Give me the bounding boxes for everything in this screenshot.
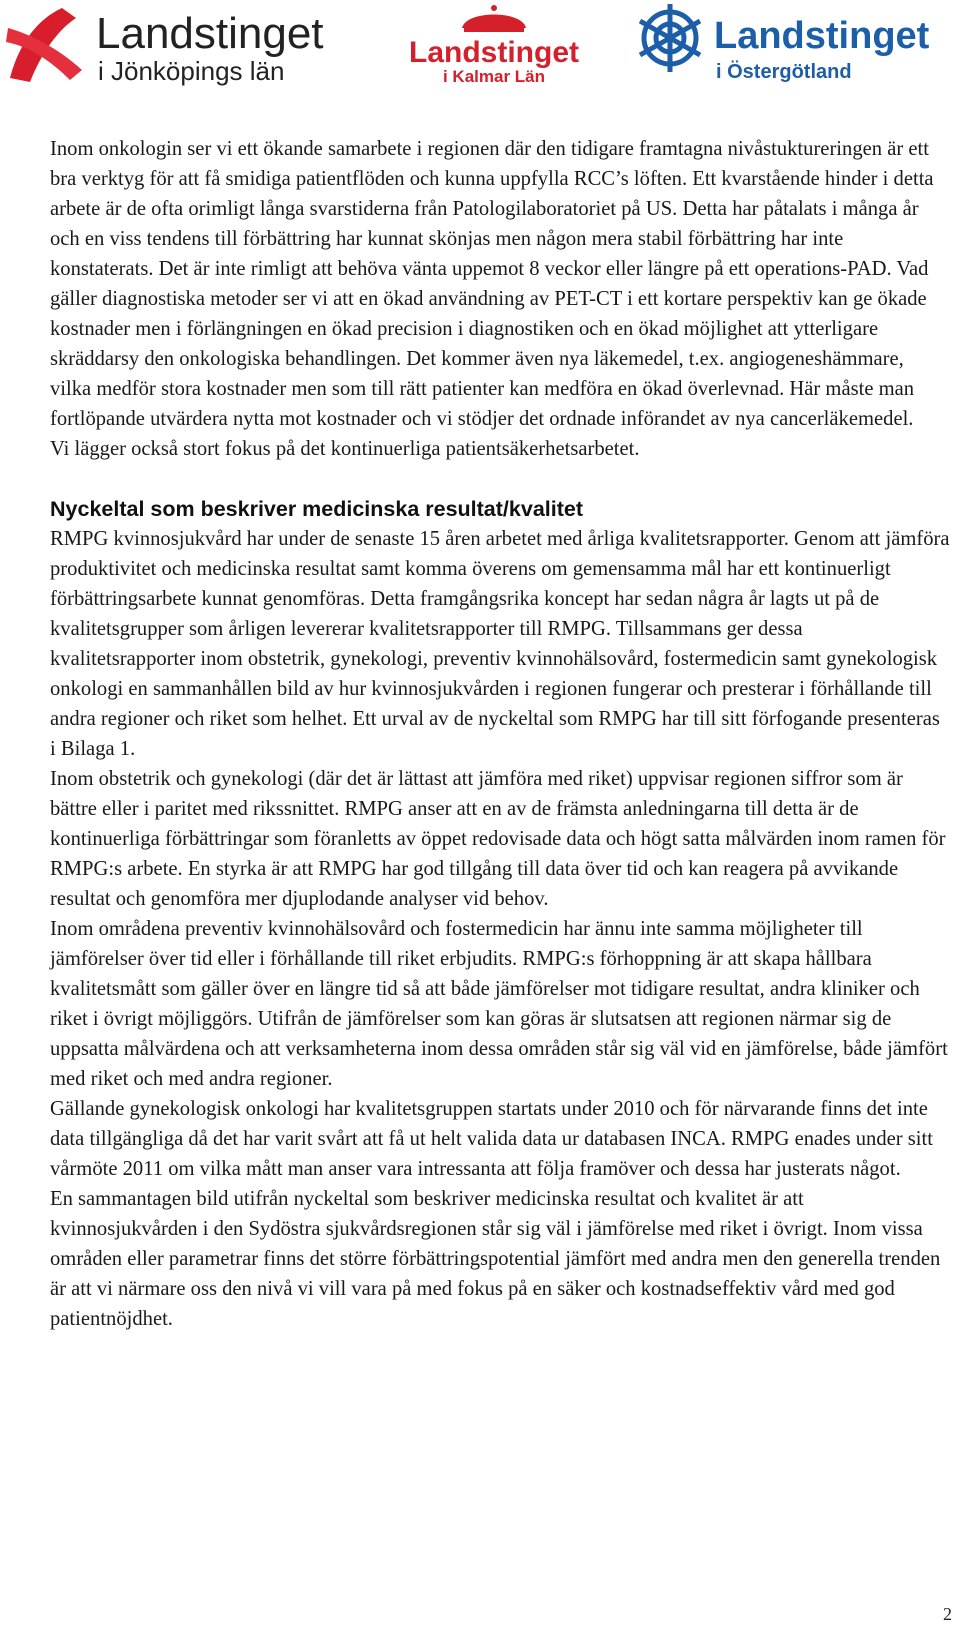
page-number: 2: [943, 1604, 952, 1624]
logo-landstinget-kalmar: [404, 0, 584, 90]
crown-icon: [462, 5, 526, 32]
paragraph-patientsakerhet: Vi lägger också stort fokus på det kontinuerliga patientsäkerhetsarbetet.: [50, 438, 640, 460]
spacer: [50, 464, 950, 494]
logo-landstinget-jonkoping: [0, 0, 370, 90]
header: [0, 0, 960, 96]
snowflake-icon: [640, 4, 700, 72]
logo-text-county: i Östergötland: [716, 61, 852, 83]
logo-text-landstinget: Landstinget: [409, 36, 579, 69]
paragraph-kvalitetsrapporter: RMPG kvinnosjukvård har under de senaste 15 åren arbetet med årliga kvalitetsrapporter. Genom att jämföra produktivitet och medicinska resultat samt komma överens om gemensamma mål har ett kontinuerligt förbättringsarbete kunnat genomföras. Detta framgångsrika koncept har sedan några år lagts ut på de kvalitetsgrupper som årligen levererar kvalitetsrapporter till RMPG. Tillsammans ger dessa kvalitetsrapporter inom obstetrik, gynekologi, preventiv kvinnohälsovård, fostermedicin samt gynekologisk onkologi en sammanhållen bild av hur kvinnosjukvården i regionen fungerar och presterar i förhållande till andra regioner och riket som helhet. Ett urval av de nyckeltal som RMPG har till sitt förfogande presenteras i Bilaga 1.: [50, 528, 950, 760]
paragraph-obstetrik-gynekologi: Inom obstetrik och gynekologi (där det är lättast att jämföra med riket) uppvisar regionen siffror som är bättre eller i paritet med rikssnittet. RMPG anser att en av de främsta anledningarna till detta är de kontinuerliga förbättringar som föranletts av öppet redovisade data och högt satta målvärden inom ramen för RMPG:s arbete. En styrka är att RMPG har god tillgång till data över tid och kan reagera på avvikande resultat och genomföra mer djuplodande analyser vid behov.: [50, 768, 946, 910]
paragraph-onkologi: Inom onkologin ser vi ett ökande samarbete i regionen där den tidigare framtagna nivåstuktureringen är ett bra verktyg för att få smidiga patientflöden och kunna uppfylla RCC’s löften. Ett kvarstående hinder i detta arbete är de ofta orimligt långa svarstiderna från Patologilaboratoriet på US. Detta har påtalats i många år och en viss tendens till förbättring har kunnat skönjas men någon mera stabil förbättring har inte konstaterats. Det är inte rimligt att behöva vänta uppemot 8 veckor eller längre på ett operations-PAD. Vad gäller diagnostiska metoder ser vi att en ökad användning av PET-CT i ett kortare perspektiv kan ge ökade kostnader men i förlängningen en ökad precision i diagnostiken och en ökad möjlighet att ytterligare skräddarsy den onkologiska behandlingen. Det kommer även nya läkemedel, t.ex. angiogeneshämmare, vilka medför stora kostnader men som till rätt patienter kan medföra en ökad överlevnad. Här måste man fortlöpande utvärdera nytta mot kostnader och vi stödjer det ordnade införandet av nya cancerläkemedel.: [50, 138, 934, 430]
section-heading: Nyckeltal som beskriver medicinska resultat/kvalitet: [50, 497, 583, 521]
document-body: [50, 134, 950, 1334]
logo-text-county: i Jönköpings län: [98, 56, 285, 86]
logo-text-landstinget: Landstinget: [96, 9, 324, 58]
paragraph-gynekologisk-onkologi: Gällande gynekologisk onkologi har kvalitetsgruppen startats under 2010 och för närvarande finns det inte data tillgängliga då det har varit svårt att få ut helt valida data ur databasen INCA. RMPG enades under sitt vårmöte 2011 om vilka mått man anser vara intressanta att följa framöver och dessa har justerats något.: [50, 1098, 933, 1180]
paragraph-preventiv-fostermedicin: Inom områdena preventiv kvinnohälsovård och fostermedicin har ännu inte samma möjligheter till jämförelser över tid eller i förhållande till riket erbjudits. RMPG:s förhoppning är att skapa hållbara kvalitetsmått som gäller över en längre tid så att både jämförelser mot tidigare resultat, andra kliniker och riket i övrigt möjliggörs. Utifrån de jämförelser som kan göras är slutsatsen att regionen närmar sig de uppsatta målvärdena och att verksamheterna inom dessa områden står sig väl vid en jämförelse, både jämfört med riket och med andra regioner.: [50, 918, 948, 1090]
red-ribbon-icon: [6, 8, 82, 82]
logo-text-landstinget: Landstinget: [714, 15, 930, 57]
paragraph-sammantagen-bild: En sammantagen bild utifrån nyckeltal som beskriver medicinska resultat och kvalitet är att kvinnosjukvården i den Sydöstra sjukvårdsregionen står sig väl i jämförelse med riket i övrigt. Inom vissa områden eller parametrar finns det större förbättringspotential jämfört med andra men den generella trenden är att vi närmare oss den nivå vi vill vara på med fokus på en säker och kostnadseffektiv vård med god patientnöjdhet.: [50, 1188, 941, 1330]
logo-landstinget-ostergotland: [634, 0, 960, 90]
logo-text-county: i Kalmar Län: [442, 67, 546, 86]
